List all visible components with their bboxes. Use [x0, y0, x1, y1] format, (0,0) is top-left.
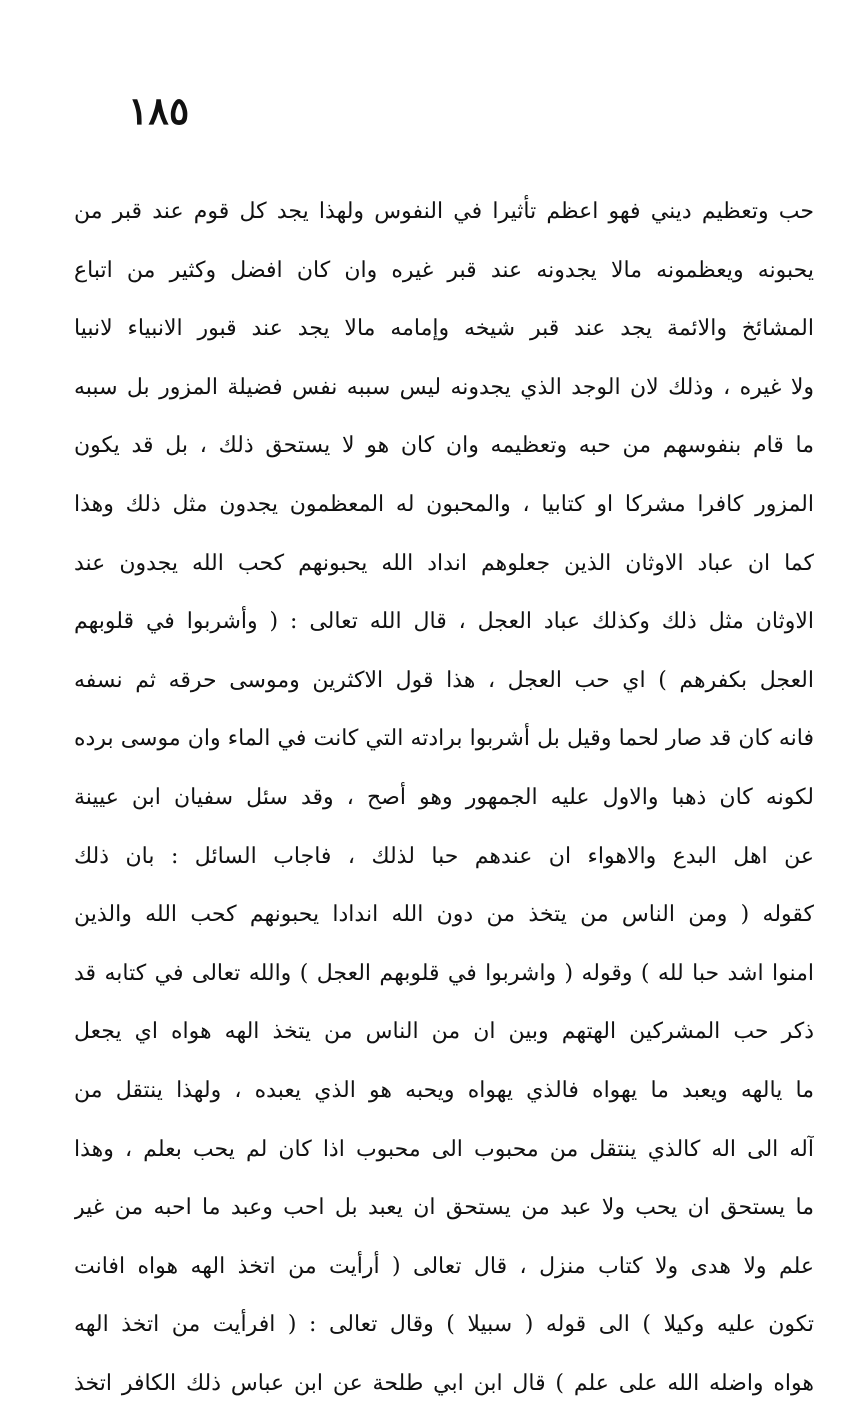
text-line: كقوله ( ومن الناس من يتخذ من دون الله اندادا يحبونهم كحب الله والذين	[74, 902, 814, 928]
text-line: فانه كان قد صار لحما وقيل بل أشربوا برادته التي كانت في الماء وان موسى برده	[74, 726, 814, 752]
text-line: حب وتعظيم ديني فهو اعظم تأثيرا في النفوس ولهذا يجد كل قوم عند قبر من	[74, 199, 814, 224]
text-line: المشائخ والائمة يجد عند قبر شيخه وإمامه مالا يجد عند قبور الانبياء لانبيا	[74, 316, 814, 342]
text-line: تكون عليه وكيلا ) الى قوله ( سبيلا ) وقال تعالى : ( افرأيت من اتخذ الهه	[74, 1312, 814, 1338]
text-line: آله الى اله كالذي ينتقل من محبوب الى محبوب اذا كان لم يحب بعلم ، وهذا	[74, 1136, 814, 1162]
body-text	[74, 183, 814, 1413]
text-line: هواه واضله الله على علم ) قال ابن ابي طلحة عن ابن عباس ذلك الكافر اتخذ	[74, 1370, 814, 1396]
text-line: ما يالهه ويعبد ما يهواه فالذي يهواه ويحبه هو الذي يعبده ، ولهذا ينتقل من	[74, 1077, 814, 1103]
text-line: المزور كافرا مشركا او كتابيا ، والمحبون له المعظمون يجدون مثل ذلك وهذا	[74, 491, 814, 517]
text-line: علم ولا هدى ولا كتاب منزل ، قال تعالى ( أرأيت من اتخذ الهه هواه افانت	[74, 1253, 814, 1279]
text-line: ولا غيره ، وذلك لان الوجد الذي يجدونه ليس سببه نفس فضيلة المزور بل سببه	[74, 374, 814, 400]
text-line: يحبونه ويعظمونه مالا يجدونه عند قبر غيره وان كان افضل وكثير من اتباع	[74, 257, 814, 283]
text-line: ما قام بنفوسهم من حبه وتعظيمه وان كان هو لا يستحق ذلك ، بل قد يكون	[74, 433, 814, 459]
text-line: كما ان عباد الاوثان الذين جعلوهم انداد الله يحبونهم كحب الله يجدون عند	[74, 550, 814, 576]
page-number: ١٨٥	[128, 88, 190, 133]
text-line: ما يستحق ان يحب ولا عبد من يستحق ان يعبد بل احب وعبد ما احبه من غير	[74, 1195, 814, 1221]
text-line: الاوثان مثل ذلك وكذلك عباد العجل ، قال الله تعالى : ( وأشربوا في قلوبهم	[74, 609, 814, 635]
text-line: امنوا اشد حبا لله ) وقوله ( واشربوا في قلوبهم العجل ) والله تعالى في كتابه قد	[74, 960, 814, 986]
text-line: لكونه كان ذهبا والاول عليه الجمهور وهو أصح ، وقد سئل سفيان ابن عيينة	[74, 784, 814, 810]
text-line: العجل بكفرهم ) اي حب العجل ، هذا قول الاكثرين وموسى حرقه ثم نسفه	[74, 667, 814, 693]
text-line: ذكر حب المشركين الهتهم وبين ان من الناس من يتخذ الهه هواه اي يجعل	[74, 1019, 814, 1045]
text-line: عن اهل البدع والاهواء ان عندهم حبا لذلك ، فاجاب السائل : بان ذلك	[74, 843, 814, 869]
